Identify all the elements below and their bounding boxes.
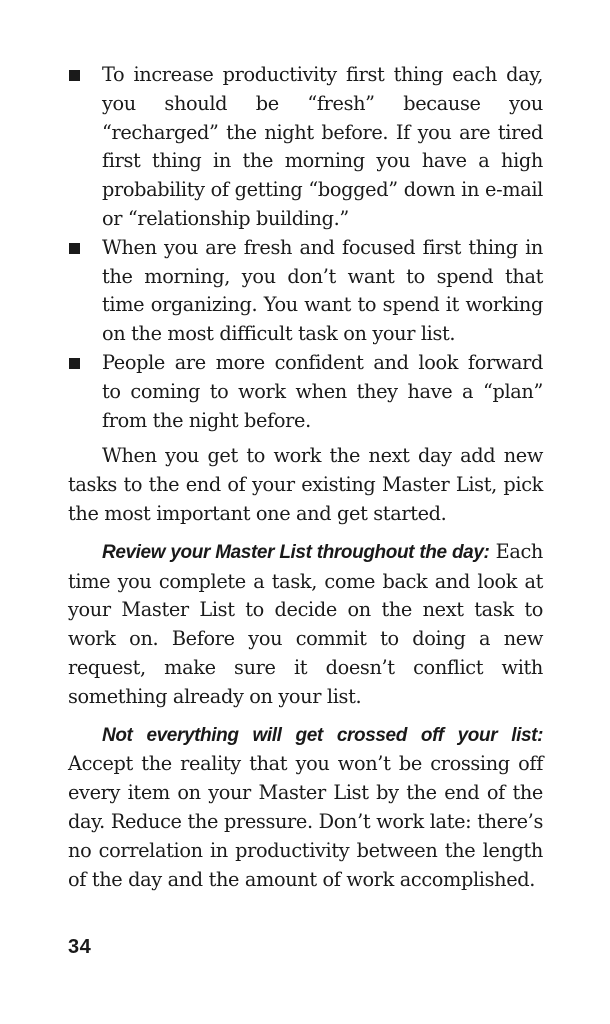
paragraph-text: When you get to work the next day add new tasks to the end of your existing Master List, pick the most important one and get started. <box>68 444 543 525</box>
square-bullet-icon <box>69 70 80 81</box>
run-in-heading: Not everything will get crossed off your list: <box>102 724 543 746</box>
list-item <box>68 61 543 234</box>
paragraph-not-everything <box>68 721 543 895</box>
list-item <box>68 349 543 435</box>
run-in-heading: Review your Master List throughout the day: <box>102 541 490 563</box>
square-bullet-icon <box>69 243 80 254</box>
bullet-text: People are more confident and look forward to coming to work when they have a “plan” from the night before. <box>102 350 543 432</box>
bullet-text: When you are fresh and focused first thing in the morning, you don’t want to spend that time organizing. You want to spend it working on the most difficult task on your list. <box>102 235 543 346</box>
bullet-text: To increase productivity first thing each day, you should be “fresh” because you “recharged” the night before. If you are tired first thing in the morning you have a high probability of getting “bogged” down in e-mail or “relationship building.” <box>102 63 543 230</box>
list-item <box>68 234 543 349</box>
paragraph-text: Accept the reality that you won’t be crossing off every item on your Master List by the end of the day. Reduce the pressure. Don’t work late: there’s no correlation in productivity between the length of the day and the amount of work accomplished. <box>68 752 543 891</box>
paragraph-next-day <box>68 442 543 528</box>
paragraph-text: Each time you complete a task, come back and look at your Master List to decide on the next task to work on. Before you commit to doing a new request, make sure it doesn’t conflict with something already on your list. <box>68 539 543 708</box>
bullet-list <box>68 61 543 435</box>
paragraph-review <box>68 538 543 712</box>
page-content <box>68 61 543 894</box>
square-bullet-icon <box>69 358 80 369</box>
page-number: 34 <box>68 936 92 958</box>
